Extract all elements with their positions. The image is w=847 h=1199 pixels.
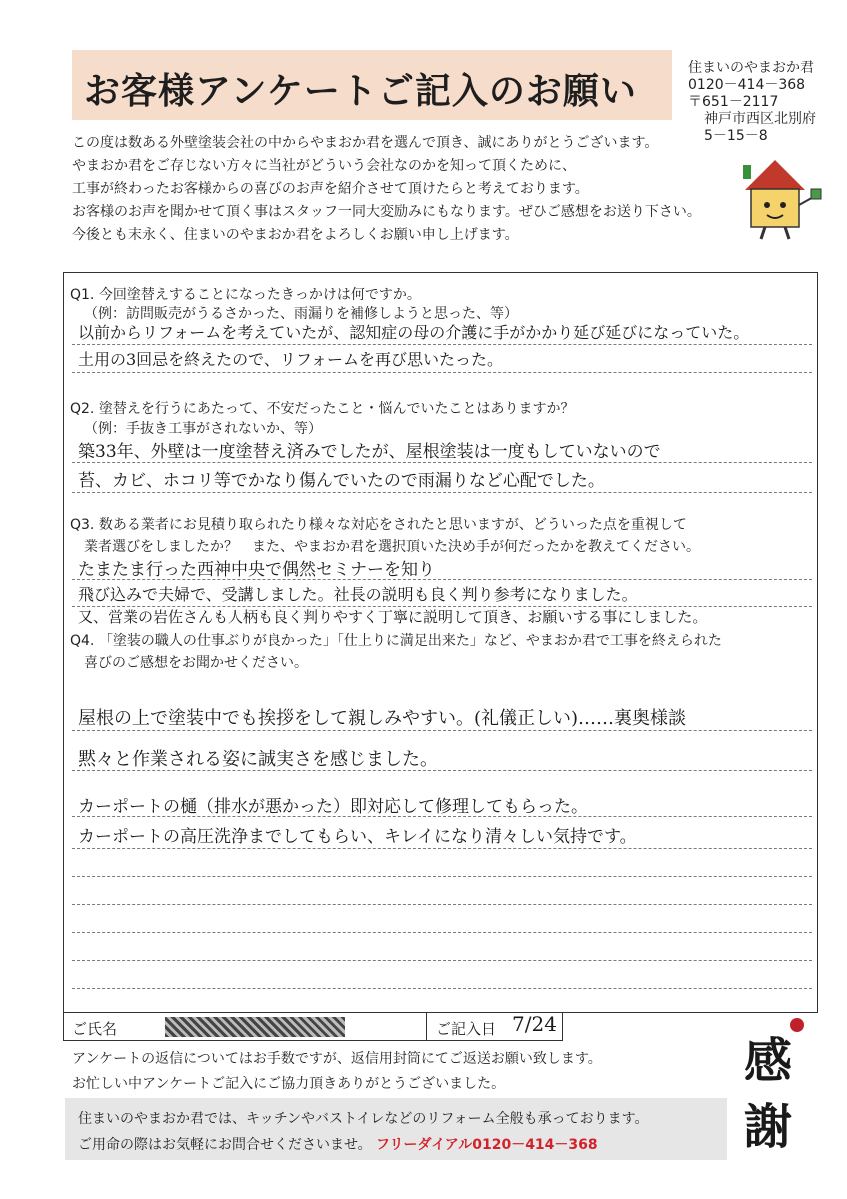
q1-example: （例：訪問販売がうるさかった、雨漏りを補修しようと思った、等） <box>84 306 518 322</box>
free-dial: フリーダイアル0120－414－368 <box>376 1137 598 1153</box>
company-address-1: 神戸市西区北別府 <box>704 111 816 127</box>
answer-line <box>72 876 812 877</box>
bottom-line-2 <box>78 1134 598 1154</box>
q2-question: Q2. 塗替えを行うにあたって、不安だったこと・悩んでいたことはありますか？ <box>70 401 575 417</box>
answer-line <box>72 960 812 961</box>
answer-line <box>72 462 812 463</box>
answer-line <box>72 988 812 989</box>
q4-answer: 屋根の上で塗装中でも挨拶をして親しみやすい。(礼儀正しい)……裏奥様談 <box>78 708 687 729</box>
intro-line: 今後とも末永く、住まいのやまおか君をよろしくお願い申し上げます。 <box>72 227 519 243</box>
answer-line <box>72 848 812 849</box>
q3-question-line2: 業者選びをしましたか？ また、やまおか君を選択頂いた決め手が何だったかを教えてください。 <box>84 539 700 555</box>
bottom-line: 住まいのやまおか君では、キッチンやバストイレなどのリフォーム全般も承っております。 <box>78 1111 649 1127</box>
answer-line <box>72 816 812 817</box>
date-value: 7/24 <box>512 1012 557 1036</box>
q4-answer: カーポートの高圧洗浄までしてもらい、キレイになり清々しい気持です。 <box>78 827 637 847</box>
name-field-redacted <box>165 1017 345 1037</box>
red-dot-icon <box>790 1018 804 1032</box>
page-title: お客様アンケートご記入のお願い <box>84 71 637 112</box>
q4-question: Q4. 「塗装の職人の仕事ぶりが良かった」「仕上りに満足出来た」など、やまおか君で工事を終えられた <box>70 633 722 649</box>
answer-line <box>72 770 812 771</box>
date-label: ご記入日 <box>436 1020 497 1038</box>
q1-answer: 以前からリフォームを考えていたが、認知症の母の介護に手がかかり延び延びになっていた。 <box>78 323 750 342</box>
intro-line: 工事が終わったお客様からの喜びのお声を紹介させて頂けたらと考えております。 <box>72 181 589 197</box>
answer-line <box>72 372 812 373</box>
company-info <box>688 60 816 145</box>
answer-line <box>72 492 812 493</box>
q1-question: Q1. 今回塗替えすることになったきっかけは何ですか。 <box>70 287 421 303</box>
kansha-char: 謝 <box>744 1099 793 1155</box>
answer-line <box>72 904 812 905</box>
answer-line <box>72 344 812 345</box>
q3-answer: 飛び込みで夫婦で、受講しました。社長の説明も良く判り参考になりました。 <box>78 585 638 604</box>
q4-answer: 黙々と作業される姿に誠実さを感じました。 <box>78 749 438 770</box>
intro-line: お客様のお声を聞かせて頂く事はスタッフ一同大変励みにもなります。ぜひご感想をお送り下さい。 <box>72 204 701 220</box>
company-phone: 0120－414－368 <box>688 77 806 93</box>
intro-line: この度は数ある外壁塗装会社の中からやまおか君を選んで頂き、誠にありがとうございます。 <box>72 135 659 151</box>
bottom-contact-text: ご用命の際はお気軽にお問合せくださいませ。 <box>78 1137 372 1153</box>
q3-question: Q3. 数ある業者にお見積り取られたり様々な対応をされたと思いますが、どういった点を重視して <box>70 517 687 533</box>
q4-answer: カーポートの樋（排水が悪かった）即対応して修理してもらった。 <box>78 797 588 817</box>
q2-example: （例：手抜き工事がされないか、等） <box>84 421 322 437</box>
q1-answer: 土用の3回忌を終えたので、リフォームを再び思いたった。 <box>78 350 504 369</box>
intro-text <box>72 132 701 247</box>
house-mascot-icon <box>725 145 825 245</box>
q4-question-line2: 喜びのご感想をお聞かせください。 <box>84 655 308 671</box>
answer-line <box>72 730 812 731</box>
answer-line <box>72 932 812 933</box>
kansha-char: 感 <box>744 1033 793 1089</box>
q2-answer: 築33年、外壁は一度塗替え済みでしたが、屋根塗装は一度もしていないので <box>78 442 661 462</box>
answer-line <box>72 579 812 580</box>
company-postal: 〒651－2117 <box>688 94 779 110</box>
footer-line: お忙しい中アンケートご記入にご協力頂きありがとうございました。 <box>72 1076 506 1092</box>
name-label: ご氏名 <box>72 1020 118 1038</box>
q3-answer: たまたま行った西神中央で偶然セミナーを知り <box>78 560 435 580</box>
footer-line: アンケートの返信についてはお手数ですが、返信用封筒にてご返送お願い致します。 <box>72 1051 602 1067</box>
intro-line: やまおか君をご存じない方々に当社がどういう会社なのかを知って頂くために、 <box>72 158 576 174</box>
q2-answer: 苔、カビ、ホコリ等でかなり傷んでいたので雨漏りなど心配でした。 <box>78 471 605 491</box>
q3-answer: 又、営業の岩佐さんも人柄も良く判りやすく丁寧に説明して頂き、お願いする事にしました。 <box>78 608 708 626</box>
company-name: 住まいのやまおか君 <box>688 60 814 76</box>
company-address-2: 5－15－8 <box>704 128 768 144</box>
